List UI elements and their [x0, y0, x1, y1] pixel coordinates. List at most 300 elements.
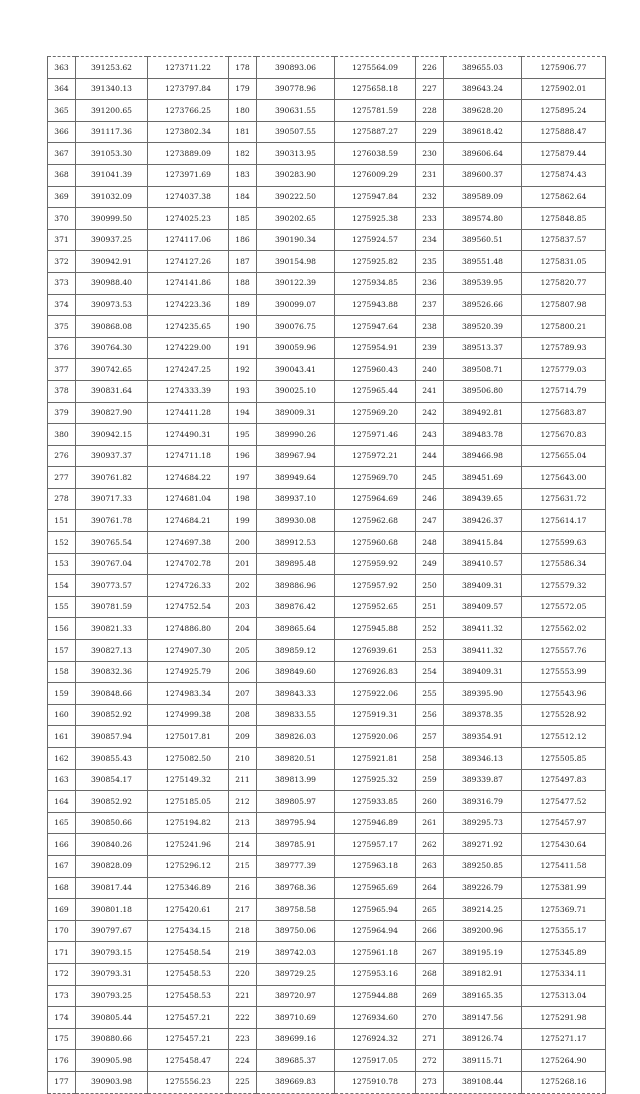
point-number-cell: 195 [229, 424, 257, 446]
x-coordinate-cell: 389439.65 [444, 488, 522, 510]
y-coordinate-cell: 1275586.34 [522, 553, 606, 575]
table-row [48, 748, 606, 770]
y-coordinate-cell: 1275528.92 [522, 704, 606, 726]
table-row [48, 726, 606, 748]
point-number-cell: 211 [229, 769, 257, 791]
y-coordinate-cell: 1275953.16 [335, 963, 416, 985]
point-number-cell: 242 [416, 402, 444, 424]
y-coordinate-cell: 1275925.32 [335, 769, 416, 791]
table-row [48, 575, 606, 597]
x-coordinate-cell: 389930.08 [257, 510, 335, 532]
point-number-cell: 161 [48, 726, 76, 748]
point-number-cell: 233 [416, 208, 444, 230]
y-coordinate-cell: 1275631.72 [522, 488, 606, 510]
point-number-cell: 163 [48, 769, 76, 791]
point-number-cell: 169 [48, 899, 76, 921]
x-coordinate-cell: 390937.37 [76, 445, 148, 467]
point-number-cell: 370 [48, 208, 76, 230]
x-coordinate-cell: 389600.37 [444, 164, 522, 186]
y-coordinate-cell: 1275947.64 [335, 316, 416, 338]
table-row [48, 553, 606, 575]
point-number-cell: 190 [229, 316, 257, 338]
x-coordinate-cell: 389865.64 [257, 618, 335, 640]
y-coordinate-cell: 1273711.22 [148, 57, 229, 79]
x-coordinate-cell: 390767.04 [76, 553, 148, 575]
y-coordinate-cell: 1275271.17 [522, 1028, 606, 1050]
y-coordinate-cell: 1275477.52 [522, 791, 606, 813]
x-coordinate-cell: 390043.41 [257, 359, 335, 381]
x-coordinate-cell: 389426.37 [444, 510, 522, 532]
point-number-cell: 200 [229, 532, 257, 554]
x-coordinate-cell: 389859.12 [257, 640, 335, 662]
point-number-cell: 255 [416, 683, 444, 705]
point-number-cell: 212 [229, 791, 257, 813]
y-coordinate-cell: 1275959.92 [335, 553, 416, 575]
y-coordinate-cell: 1275960.68 [335, 532, 416, 554]
y-coordinate-cell: 1275820.77 [522, 272, 606, 294]
point-number-cell: 151 [48, 510, 76, 532]
point-number-cell: 215 [229, 855, 257, 877]
y-coordinate-cell: 1275614.17 [522, 510, 606, 532]
x-coordinate-cell: 390793.25 [76, 985, 148, 1007]
y-coordinate-cell: 1275837.57 [522, 229, 606, 251]
x-coordinate-cell: 391253.62 [76, 57, 148, 79]
point-number-cell: 269 [416, 985, 444, 1007]
table-row [48, 164, 606, 186]
y-coordinate-cell: 1275185.05 [148, 791, 229, 813]
y-coordinate-cell: 1275553.99 [522, 661, 606, 683]
y-coordinate-cell: 1275800.21 [522, 316, 606, 338]
x-coordinate-cell: 389214.25 [444, 899, 522, 921]
point-number-cell: 168 [48, 877, 76, 899]
point-number-cell: 237 [416, 294, 444, 316]
y-coordinate-cell: 1274711.18 [148, 445, 229, 467]
y-coordinate-cell: 1275334.11 [522, 963, 606, 985]
y-coordinate-cell: 1275658.18 [335, 78, 416, 100]
table-row [48, 812, 606, 834]
x-coordinate-cell: 390122.39 [257, 272, 335, 294]
point-number-cell: 219 [229, 942, 257, 964]
point-number-cell: 226 [416, 57, 444, 79]
y-coordinate-cell: 1274681.04 [148, 488, 229, 510]
x-coordinate-cell: 389628.20 [444, 100, 522, 122]
table-row [48, 337, 606, 359]
point-number-cell: 214 [229, 834, 257, 856]
x-coordinate-cell: 389415.84 [444, 532, 522, 554]
point-number-cell: 266 [416, 920, 444, 942]
table-row [48, 985, 606, 1007]
point-number-cell: 182 [229, 143, 257, 165]
point-number-cell: 199 [229, 510, 257, 532]
point-number-cell: 245 [416, 467, 444, 489]
x-coordinate-cell: 389886.96 [257, 575, 335, 597]
y-coordinate-cell: 1275579.32 [522, 575, 606, 597]
y-coordinate-cell: 1275434.15 [148, 920, 229, 942]
table-row [48, 834, 606, 856]
y-coordinate-cell: 1275345.89 [522, 942, 606, 964]
x-coordinate-cell: 389655.03 [444, 57, 522, 79]
y-coordinate-cell: 1275457.21 [148, 1007, 229, 1029]
point-number-cell: 220 [229, 963, 257, 985]
table-row [48, 596, 606, 618]
point-number-cell: 244 [416, 445, 444, 467]
table-row [48, 488, 606, 510]
x-coordinate-cell: 390793.31 [76, 963, 148, 985]
x-coordinate-cell: 390805.44 [76, 1007, 148, 1029]
x-coordinate-cell: 389520.39 [444, 316, 522, 338]
point-number-cell: 207 [229, 683, 257, 705]
x-coordinate-cell: 390854.17 [76, 769, 148, 791]
point-number-cell: 178 [229, 57, 257, 79]
point-number-cell: 221 [229, 985, 257, 1007]
y-coordinate-cell: 1274684.21 [148, 510, 229, 532]
x-coordinate-cell: 389618.42 [444, 121, 522, 143]
y-coordinate-cell: 1275430.64 [522, 834, 606, 856]
point-number-cell: 270 [416, 1007, 444, 1029]
point-number-cell: 184 [229, 186, 257, 208]
point-number-cell: 241 [416, 380, 444, 402]
point-number-cell: 206 [229, 661, 257, 683]
point-number-cell: 179 [229, 78, 257, 100]
y-coordinate-cell: 1275807.98 [522, 294, 606, 316]
table-row [48, 1007, 606, 1029]
point-number-cell: 194 [229, 402, 257, 424]
point-number-cell: 367 [48, 143, 76, 165]
x-coordinate-cell: 390852.92 [76, 791, 148, 813]
y-coordinate-cell: 1275411.58 [522, 855, 606, 877]
table-row [48, 1071, 606, 1093]
y-coordinate-cell: 1275962.68 [335, 510, 416, 532]
x-coordinate-cell: 389560.51 [444, 229, 522, 251]
y-coordinate-cell: 1275512.12 [522, 726, 606, 748]
y-coordinate-cell: 1275919.31 [335, 704, 416, 726]
point-number-cell: 249 [416, 553, 444, 575]
point-number-cell: 239 [416, 337, 444, 359]
point-number-cell: 224 [229, 1050, 257, 1072]
point-number-cell: 376 [48, 337, 76, 359]
y-coordinate-cell: 1274490.31 [148, 424, 229, 446]
y-coordinate-cell: 1273802.34 [148, 121, 229, 143]
point-number-cell: 262 [416, 834, 444, 856]
point-number-cell: 198 [229, 488, 257, 510]
x-coordinate-cell: 389108.44 [444, 1071, 522, 1093]
y-coordinate-cell: 1274411.28 [148, 402, 229, 424]
x-coordinate-cell: 389710.69 [257, 1007, 335, 1029]
table-row [48, 186, 606, 208]
point-number-cell: 158 [48, 661, 76, 683]
coordinate-table [47, 56, 606, 1094]
y-coordinate-cell: 1275655.04 [522, 445, 606, 467]
y-coordinate-cell: 1275557.76 [522, 640, 606, 662]
x-coordinate-cell: 389466.98 [444, 445, 522, 467]
y-coordinate-cell: 1275848.85 [522, 208, 606, 230]
x-coordinate-cell: 389492.81 [444, 402, 522, 424]
y-coordinate-cell: 1275831.05 [522, 251, 606, 273]
point-number-cell: 181 [229, 121, 257, 143]
y-coordinate-cell: 1273971.69 [148, 164, 229, 186]
point-number-cell: 154 [48, 575, 76, 597]
point-number-cell: 202 [229, 575, 257, 597]
y-coordinate-cell: 1274697.38 [148, 532, 229, 554]
point-number-cell: 377 [48, 359, 76, 381]
y-coordinate-cell: 1275964.94 [335, 920, 416, 942]
x-coordinate-cell: 391032.09 [76, 186, 148, 208]
y-coordinate-cell: 1275458.47 [148, 1050, 229, 1072]
y-coordinate-cell: 1275082.50 [148, 748, 229, 770]
point-number-cell: 378 [48, 380, 76, 402]
y-coordinate-cell: 1275346.89 [148, 877, 229, 899]
x-coordinate-cell: 390154.98 [257, 251, 335, 273]
y-coordinate-cell: 1275497.83 [522, 769, 606, 791]
y-coordinate-cell: 1275879.44 [522, 143, 606, 165]
x-coordinate-cell: 390631.55 [257, 100, 335, 122]
x-coordinate-cell: 389410.57 [444, 553, 522, 575]
point-number-cell: 366 [48, 121, 76, 143]
x-coordinate-cell: 389295.73 [444, 812, 522, 834]
table-row [48, 121, 606, 143]
y-coordinate-cell: 1275910.78 [335, 1071, 416, 1093]
point-number-cell: 166 [48, 834, 76, 856]
x-coordinate-cell: 389826.03 [257, 726, 335, 748]
point-number-cell: 196 [229, 445, 257, 467]
y-coordinate-cell: 1275969.20 [335, 402, 416, 424]
y-coordinate-cell: 1276009.29 [335, 164, 416, 186]
point-number-cell: 197 [229, 467, 257, 489]
x-coordinate-cell: 390761.82 [76, 467, 148, 489]
y-coordinate-cell: 1275920.06 [335, 726, 416, 748]
x-coordinate-cell: 389589.09 [444, 186, 522, 208]
x-coordinate-cell: 389411.32 [444, 640, 522, 662]
point-number-cell: 183 [229, 164, 257, 186]
table-row [48, 359, 606, 381]
point-number-cell: 170 [48, 920, 76, 942]
point-number-cell: 374 [48, 294, 76, 316]
x-coordinate-cell: 389483.78 [444, 424, 522, 446]
x-coordinate-cell: 389895.48 [257, 553, 335, 575]
point-number-cell: 271 [416, 1028, 444, 1050]
x-coordinate-cell: 390076.75 [257, 316, 335, 338]
y-coordinate-cell: 1275562.02 [522, 618, 606, 640]
y-coordinate-cell: 1275947.84 [335, 186, 416, 208]
y-coordinate-cell: 1275965.94 [335, 899, 416, 921]
y-coordinate-cell: 1275906.77 [522, 57, 606, 79]
table-row [48, 877, 606, 899]
y-coordinate-cell: 1275564.09 [335, 57, 416, 79]
x-coordinate-cell: 390840.26 [76, 834, 148, 856]
table-row [48, 920, 606, 942]
y-coordinate-cell: 1275457.97 [522, 812, 606, 834]
y-coordinate-cell: 1275420.61 [148, 899, 229, 921]
x-coordinate-cell: 389912.53 [257, 532, 335, 554]
point-number-cell: 193 [229, 380, 257, 402]
point-number-cell: 222 [229, 1007, 257, 1029]
point-number-cell: 234 [416, 229, 444, 251]
x-coordinate-cell: 389508.71 [444, 359, 522, 381]
y-coordinate-cell: 1274235.65 [148, 316, 229, 338]
x-coordinate-cell: 390828.09 [76, 855, 148, 877]
y-coordinate-cell: 1275972.21 [335, 445, 416, 467]
point-number-cell: 264 [416, 877, 444, 899]
point-number-cell: 259 [416, 769, 444, 791]
x-coordinate-cell: 389785.91 [257, 834, 335, 856]
table-row [48, 510, 606, 532]
point-number-cell: 176 [48, 1050, 76, 1072]
y-coordinate-cell: 1275924.57 [335, 229, 416, 251]
y-coordinate-cell: 1275264.90 [522, 1050, 606, 1072]
y-coordinate-cell: 1275789.93 [522, 337, 606, 359]
x-coordinate-cell: 390742.65 [76, 359, 148, 381]
point-number-cell: 228 [416, 100, 444, 122]
y-coordinate-cell: 1275945.88 [335, 618, 416, 640]
y-coordinate-cell: 1275779.03 [522, 359, 606, 381]
x-coordinate-cell: 389805.97 [257, 791, 335, 813]
x-coordinate-cell: 390827.90 [76, 402, 148, 424]
y-coordinate-cell: 1275017.81 [148, 726, 229, 748]
x-coordinate-cell: 389813.99 [257, 769, 335, 791]
table-row [48, 618, 606, 640]
y-coordinate-cell: 1275934.85 [335, 272, 416, 294]
point-number-cell: 265 [416, 899, 444, 921]
table-row [48, 100, 606, 122]
table-row [48, 380, 606, 402]
point-number-cell: 253 [416, 640, 444, 662]
x-coordinate-cell: 389182.91 [444, 963, 522, 985]
x-coordinate-cell: 391053.30 [76, 143, 148, 165]
point-number-cell: 208 [229, 704, 257, 726]
point-number-cell: 364 [48, 78, 76, 100]
y-coordinate-cell: 1275921.81 [335, 748, 416, 770]
point-number-cell: 157 [48, 640, 76, 662]
table-row [48, 532, 606, 554]
point-number-cell: 231 [416, 164, 444, 186]
point-number-cell: 277 [48, 467, 76, 489]
point-number-cell: 273 [416, 1071, 444, 1093]
y-coordinate-cell: 1275960.43 [335, 359, 416, 381]
y-coordinate-cell: 1273889.09 [148, 143, 229, 165]
table-row [48, 208, 606, 230]
x-coordinate-cell: 389833.55 [257, 704, 335, 726]
x-coordinate-cell: 389758.58 [257, 899, 335, 921]
point-number-cell: 254 [416, 661, 444, 683]
point-number-cell: 185 [229, 208, 257, 230]
table-row [48, 272, 606, 294]
x-coordinate-cell: 389411.32 [444, 618, 522, 640]
table-row [48, 445, 606, 467]
y-coordinate-cell: 1275268.16 [522, 1071, 606, 1093]
table-row [48, 769, 606, 791]
table-row [48, 251, 606, 273]
y-coordinate-cell: 1275355.17 [522, 920, 606, 942]
y-coordinate-cell: 1275954.91 [335, 337, 416, 359]
point-number-cell: 192 [229, 359, 257, 381]
y-coordinate-cell: 1274907.30 [148, 640, 229, 662]
x-coordinate-cell: 391340.13 [76, 78, 148, 100]
point-number-cell: 153 [48, 553, 76, 575]
y-coordinate-cell: 1276926.83 [335, 661, 416, 683]
table-body [48, 57, 606, 1094]
x-coordinate-cell: 390283.90 [257, 164, 335, 186]
x-coordinate-cell: 390868.08 [76, 316, 148, 338]
point-number-cell: 223 [229, 1028, 257, 1050]
y-coordinate-cell: 1274025.23 [148, 208, 229, 230]
y-coordinate-cell: 1275965.69 [335, 877, 416, 899]
point-number-cell: 278 [48, 488, 76, 510]
point-number-cell: 263 [416, 855, 444, 877]
y-coordinate-cell: 1276934.60 [335, 1007, 416, 1029]
point-number-cell: 227 [416, 78, 444, 100]
table-row [48, 661, 606, 683]
point-number-cell: 261 [416, 812, 444, 834]
point-number-cell: 371 [48, 229, 76, 251]
y-coordinate-cell: 1275952.65 [335, 596, 416, 618]
x-coordinate-cell: 390764.30 [76, 337, 148, 359]
point-number-cell: 247 [416, 510, 444, 532]
point-number-cell: 175 [48, 1028, 76, 1050]
y-coordinate-cell: 1274229.00 [148, 337, 229, 359]
x-coordinate-cell: 389451.69 [444, 467, 522, 489]
x-coordinate-cell: 390893.06 [257, 57, 335, 79]
x-coordinate-cell: 389409.31 [444, 575, 522, 597]
x-coordinate-cell: 389115.71 [444, 1050, 522, 1072]
x-coordinate-cell: 390778.96 [257, 78, 335, 100]
x-coordinate-cell: 389643.24 [444, 78, 522, 100]
y-coordinate-cell: 1275149.32 [148, 769, 229, 791]
x-coordinate-cell: 390222.50 [257, 186, 335, 208]
point-number-cell: 235 [416, 251, 444, 273]
point-number-cell: 379 [48, 402, 76, 424]
x-coordinate-cell: 389990.26 [257, 424, 335, 446]
point-number-cell: 380 [48, 424, 76, 446]
table-row [48, 294, 606, 316]
point-number-cell: 216 [229, 877, 257, 899]
x-coordinate-cell: 390850.66 [76, 812, 148, 834]
point-number-cell: 238 [416, 316, 444, 338]
y-coordinate-cell: 1275925.38 [335, 208, 416, 230]
y-coordinate-cell: 1275194.82 [148, 812, 229, 834]
x-coordinate-cell: 390880.66 [76, 1028, 148, 1050]
table-row [48, 963, 606, 985]
x-coordinate-cell: 390202.65 [257, 208, 335, 230]
point-number-cell: 172 [48, 963, 76, 985]
point-number-cell: 177 [48, 1071, 76, 1093]
y-coordinate-cell: 1275902.01 [522, 78, 606, 100]
point-number-cell: 159 [48, 683, 76, 705]
x-coordinate-cell: 389750.06 [257, 920, 335, 942]
x-coordinate-cell: 390905.98 [76, 1050, 148, 1072]
point-number-cell: 217 [229, 899, 257, 921]
y-coordinate-cell: 1274127.26 [148, 251, 229, 273]
x-coordinate-cell: 389849.60 [257, 661, 335, 683]
point-number-cell: 213 [229, 812, 257, 834]
point-number-cell: 246 [416, 488, 444, 510]
point-number-cell: 204 [229, 618, 257, 640]
point-number-cell: 365 [48, 100, 76, 122]
table-row [48, 57, 606, 79]
x-coordinate-cell: 389526.66 [444, 294, 522, 316]
y-coordinate-cell: 1275963.18 [335, 855, 416, 877]
y-coordinate-cell: 1275944.88 [335, 985, 416, 1007]
x-coordinate-cell: 389316.79 [444, 791, 522, 813]
point-number-cell: 276 [48, 445, 76, 467]
point-number-cell: 186 [229, 229, 257, 251]
x-coordinate-cell: 389606.64 [444, 143, 522, 165]
x-coordinate-cell: 390831.64 [76, 380, 148, 402]
point-number-cell: 187 [229, 251, 257, 273]
y-coordinate-cell: 1275964.69 [335, 488, 416, 510]
y-coordinate-cell: 1274247.25 [148, 359, 229, 381]
x-coordinate-cell: 389395.90 [444, 683, 522, 705]
point-number-cell: 160 [48, 704, 76, 726]
